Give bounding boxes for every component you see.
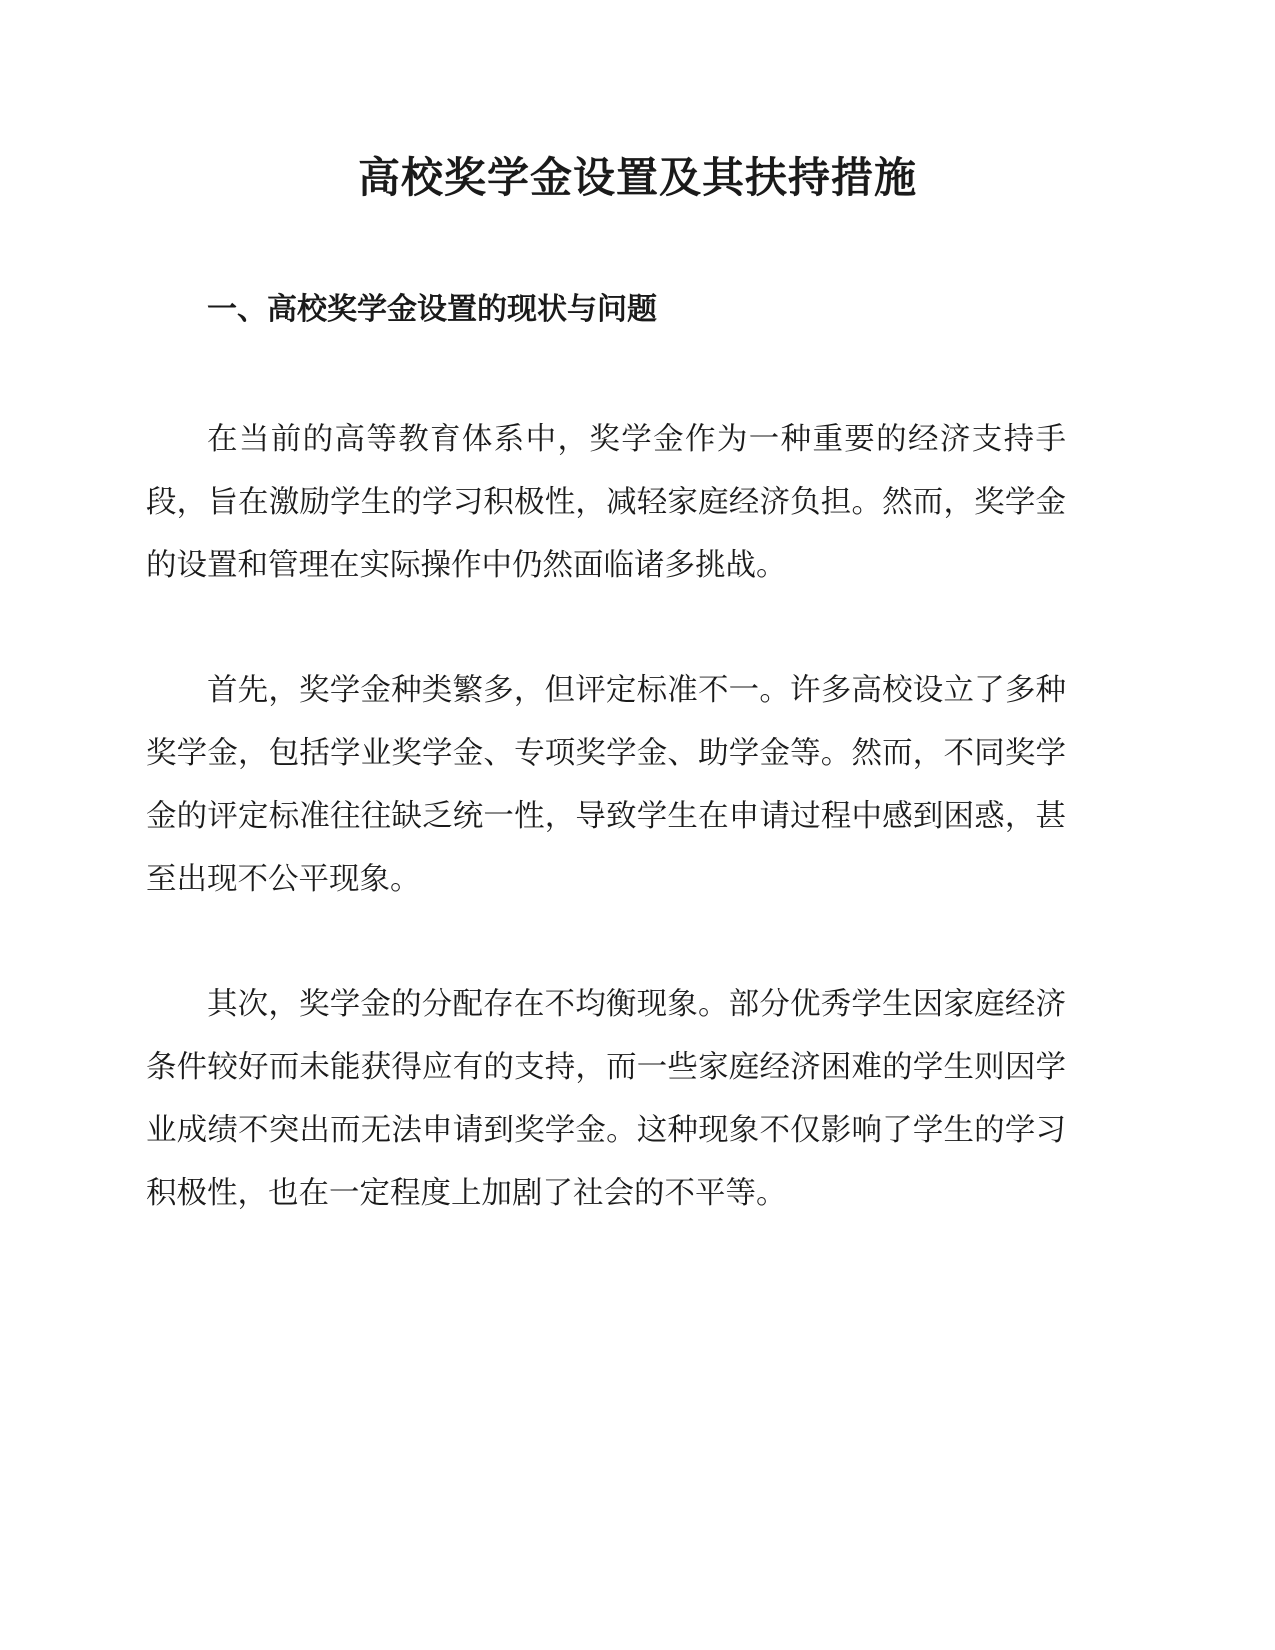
paragraph-3: 其次，奖学金的分配存在不均衡现象。部分优秀学生因家庭经济条件较好而未能获得应有的支持，而一些家庭经济困难的学生则因学业成绩不突出而无法申请到奖学金。这种现象不仅影响了学生的学习积极性，也在一定程度上加剧了社会的不平等。	[146, 987, 1066, 1211]
paragraph-2: 首先，奖学金种类繁多，但评定标准不一。许多高校设立了多种奖学金，包括学业奖学金、专项奖学金、助学金等。然而，不同奖学金的评定标准往往缺乏统一性，导致学生在申请过程中感到困惑，甚至出现不公平现象。	[146, 673, 1066, 897]
document-title: 高校奖学金设置及其扶持措施	[357, 153, 917, 202]
paragraph-1: 在当前的高等教育体系中，奖学金作为一种重要的经济支持手段，旨在激励学生的学习积极性，减轻家庭经济负担。然而，奖学金的设置和管理在实际操作中仍然面临诸多挑战。	[146, 422, 1066, 583]
section-heading: 一、高校奖学金设置的现状与问题	[207, 292, 657, 327]
